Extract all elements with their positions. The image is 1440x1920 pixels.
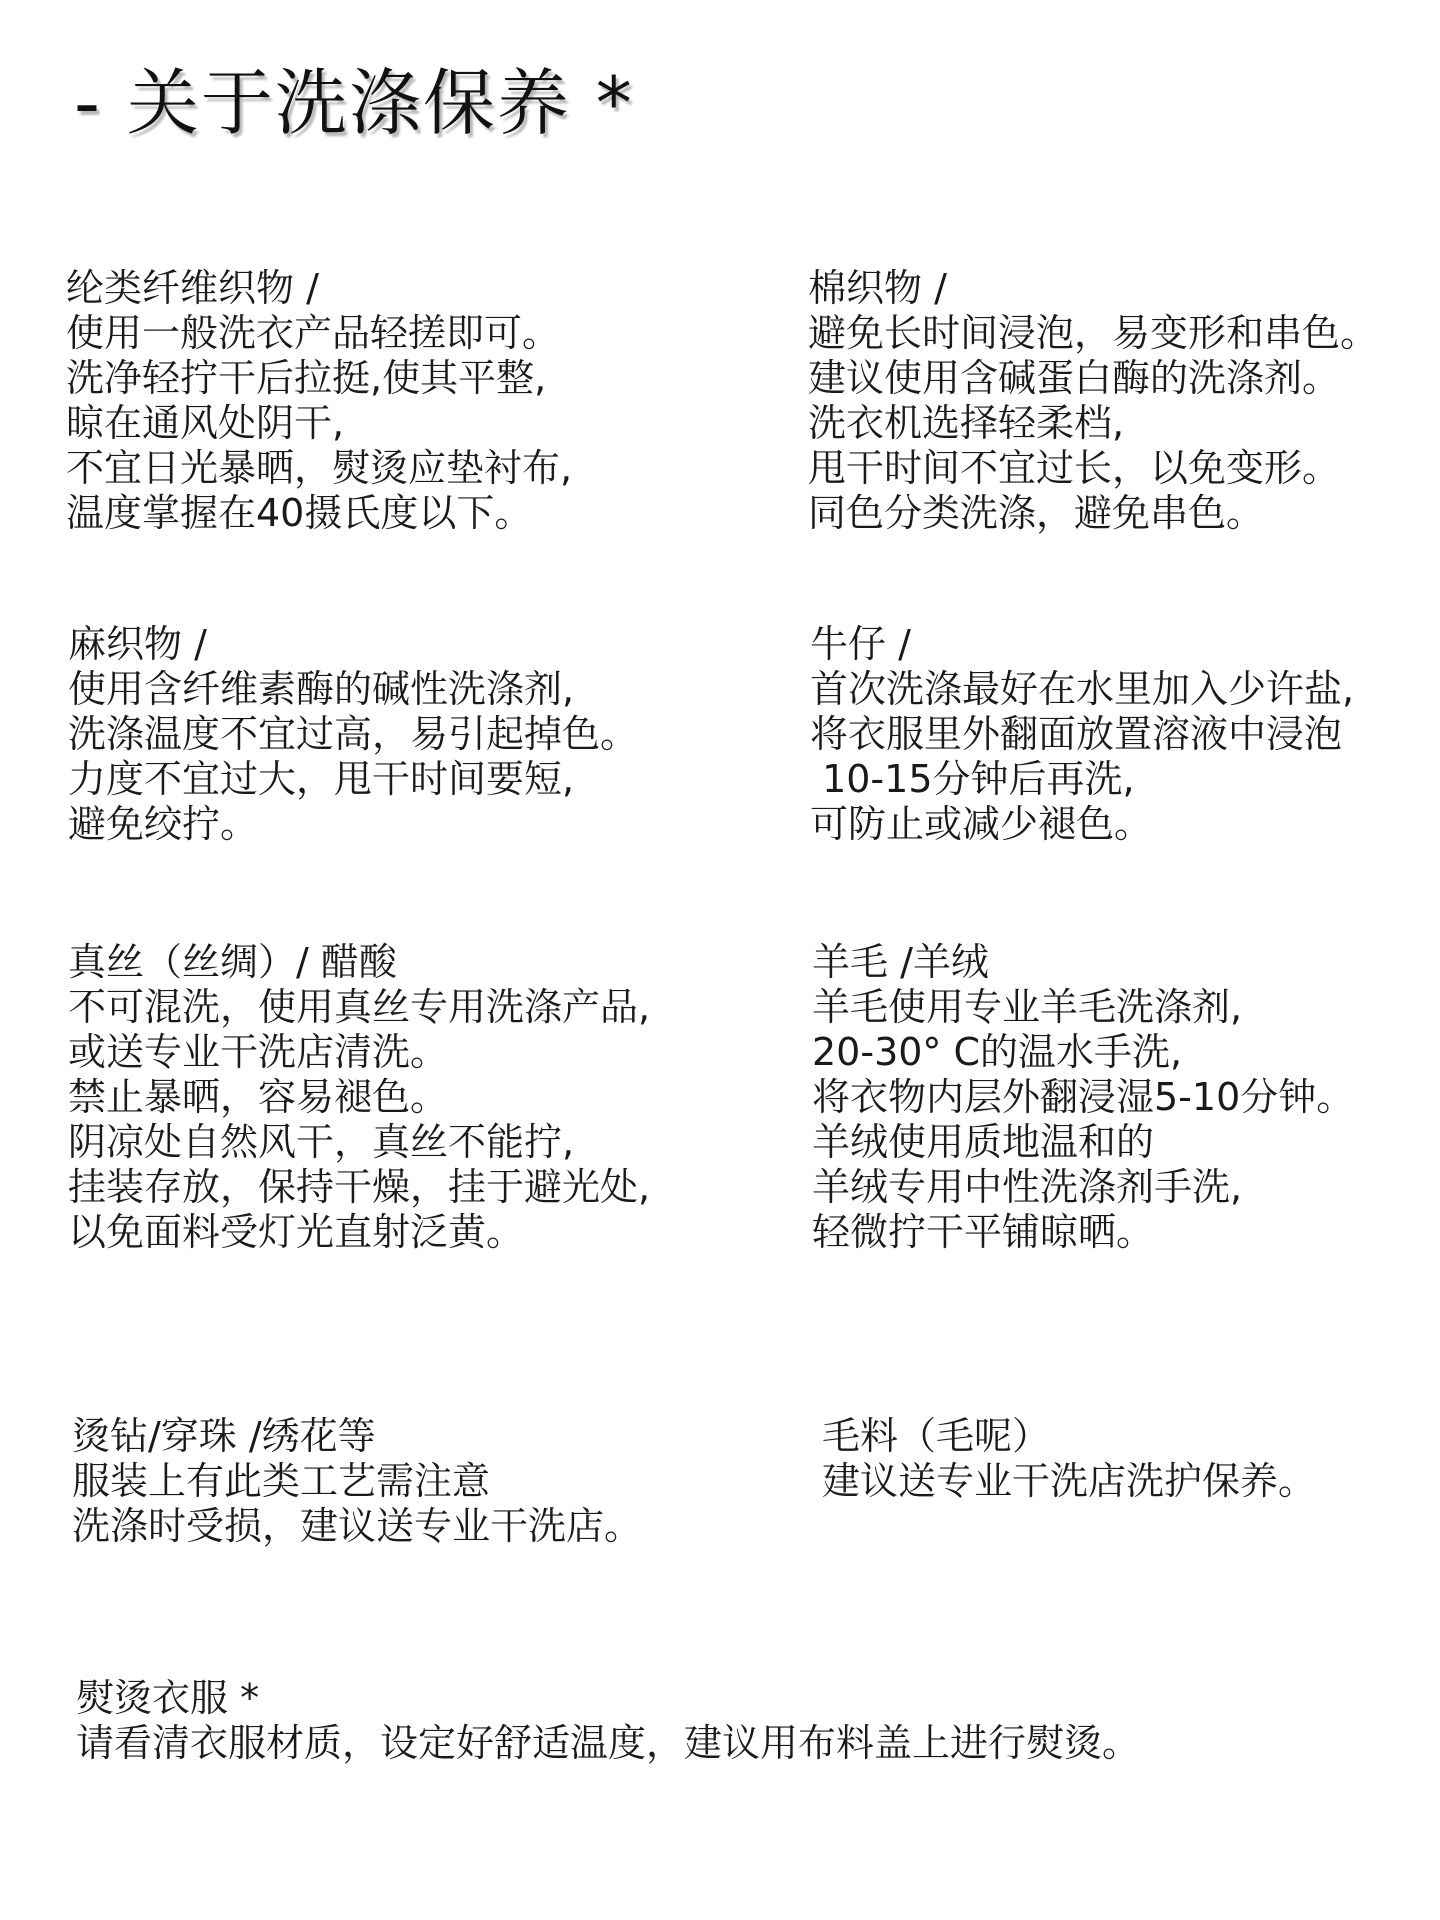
section-line: 羊绒使用质地温和的 xyxy=(812,1120,1155,1164)
page-title: - 关于洗涤保养 * xyxy=(74,61,634,145)
section-line: 或送专业干洗店清洗。 xyxy=(68,1030,449,1074)
section-heading: 纶类纤维织物 / xyxy=(66,266,319,310)
section-line: 首次洗涤最好在水里加入少许盐, xyxy=(810,667,1355,711)
section-heading: 毛料（毛呢） xyxy=(822,1414,1051,1458)
section-line: 洗净轻拧干后拉挺,使其平整, xyxy=(66,356,547,400)
section-line: 禁止暴晒，容易褪色。 xyxy=(68,1075,449,1119)
section-line: 避免绞拧。 xyxy=(68,802,259,846)
section-line: 10-15分钟后再洗, xyxy=(810,757,1135,801)
section-line: 洗涤温度不宜过高，易引起掉色。 xyxy=(68,712,639,756)
section-line: 羊绒专用中性洗涤剂手洗, xyxy=(812,1165,1243,1209)
section-line: 可防止或减少褪色。 xyxy=(810,802,1153,846)
section-line: 建议送专业干洗店洗护保养。 xyxy=(822,1459,1317,1503)
section-heading: 烫钻/穿珠 /绣花等 xyxy=(72,1414,376,1458)
care-section-linen xyxy=(68,622,638,847)
section-line: 洗涤时受损，建议送专业干洗店。 xyxy=(72,1504,643,1548)
section-line: 建议使用含碱蛋白酶的洗涤剂。 xyxy=(808,356,1341,400)
section-line: 不宜日光暴晒，熨烫应垫衬布, xyxy=(66,446,573,490)
care-section-denim xyxy=(810,622,1354,847)
care-section-woolen-cloth xyxy=(822,1414,1316,1504)
section-line: 阴凉处自然风干，真丝不能拧, xyxy=(68,1120,575,1164)
section-line: 同色分类洗涤，避免串色。 xyxy=(808,491,1265,535)
section-line: 洗衣机选择轻柔档, xyxy=(808,401,1125,445)
section-line: 挂装存放，保持干燥，挂于避光处, xyxy=(68,1165,651,1209)
section-line: 甩干时间不宜过长，以免变形。 xyxy=(808,446,1341,490)
section-line: 轻微拧干平铺晾晒。 xyxy=(812,1210,1155,1254)
section-line: 使用含纤维素酶的碱性洗涤剂, xyxy=(68,667,575,711)
section-heading: 麻织物 / xyxy=(68,622,207,666)
section-line: 羊毛使用专业羊毛洗涤剂, xyxy=(812,985,1243,1029)
section-line: 避免长时间浸泡，易变形和串色。 xyxy=(808,311,1379,355)
section-line: 晾在通风处阴干, xyxy=(66,401,345,445)
section-line: 以免面料受灯光直射泛黄。 xyxy=(68,1210,525,1254)
section-heading: 棉织物 / xyxy=(808,266,947,310)
care-section-embellished xyxy=(72,1414,642,1549)
care-section-cotton xyxy=(808,266,1378,536)
section-line: 将衣服里外翻面放置溶液中浸泡 xyxy=(810,712,1343,756)
care-section-silk xyxy=(68,940,650,1255)
section-heading: 真丝（丝绸）/ 醋酸 xyxy=(68,940,397,984)
section-line: 20-30° C的温水手洗, xyxy=(812,1030,1183,1074)
section-line: 服装上有此类工艺需注意 xyxy=(72,1459,491,1503)
section-line: 不可混洗，使用真丝专用洗涤产品, xyxy=(68,985,651,1029)
care-section-synthetic xyxy=(66,266,572,536)
section-line: 请看清衣服材质，设定好舒适温度，建议用布料盖上进行熨烫。 xyxy=(76,1721,1141,1765)
section-line: 力度不宜过大，甩干时间要短, xyxy=(68,757,575,801)
section-line: 将衣物内层外翻浸湿5-10分钟。 xyxy=(812,1075,1355,1119)
section-heading: 羊毛 /羊绒 xyxy=(812,940,989,984)
care-section-ironing xyxy=(76,1676,1140,1766)
section-heading: 牛仔 / xyxy=(810,622,911,666)
section-heading: 熨烫衣服 * xyxy=(76,1676,260,1720)
section-line: 使用一般洗衣产品轻搓即可。 xyxy=(66,311,561,355)
care-section-wool xyxy=(812,940,1354,1255)
section-line: 温度掌握在40摄氏度以下。 xyxy=(66,491,533,535)
